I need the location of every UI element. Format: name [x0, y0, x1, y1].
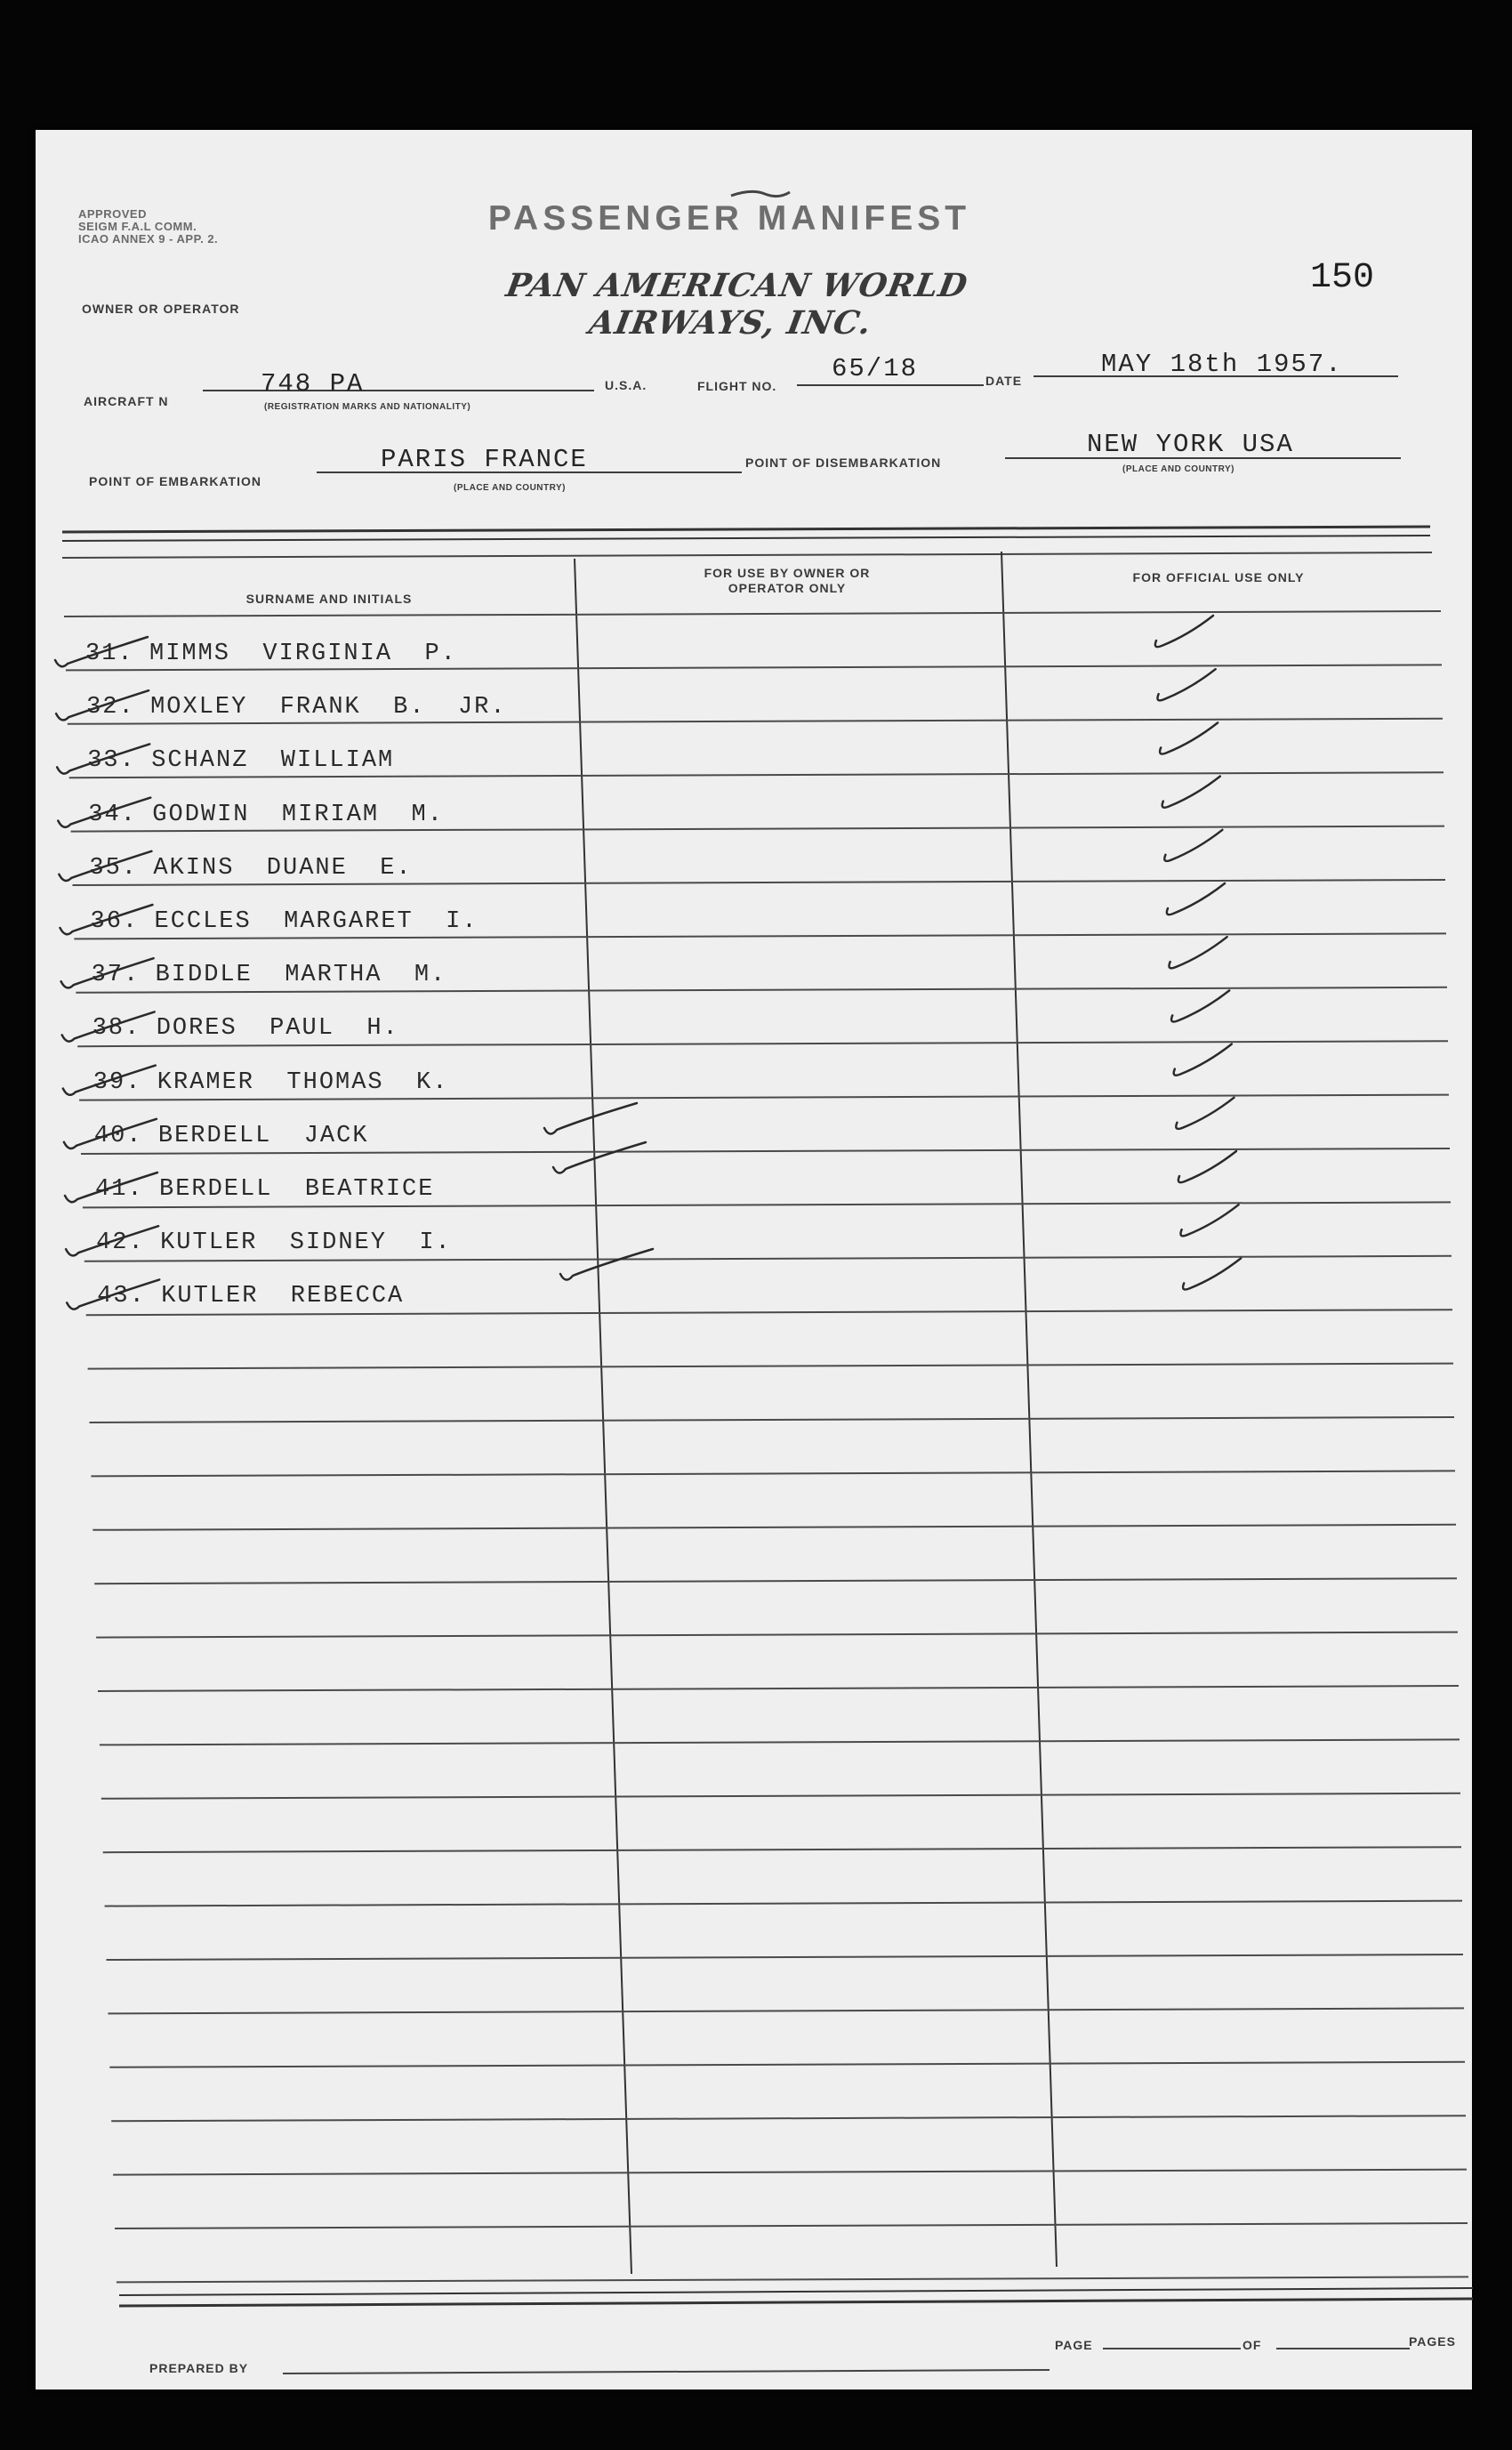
- page-label: PAGE: [1055, 2338, 1093, 2352]
- passenger-name: MIMMS VIRGINIA P.: [149, 641, 457, 667]
- passenger-number: 40.: [93, 1122, 143, 1149]
- usa-label: U.S.A.: [605, 378, 647, 392]
- check-mark-icon: [66, 1226, 158, 1255]
- aircraft-value: 748 PA: [261, 369, 365, 399]
- passenger-number: 41.: [95, 1176, 144, 1203]
- check-mark-icon: [64, 1119, 157, 1148]
- operator-name: PAN AMERICAN WORLD AIRWAYS, INC.: [503, 267, 971, 342]
- disembarkation-sublabel: (PLACE AND COUNTRY): [1122, 464, 1235, 474]
- passenger-number: 36.: [90, 908, 140, 935]
- passenger-name: AKINS DUANE E.: [153, 854, 413, 882]
- date-value: MAY 18th 1957.: [1101, 350, 1343, 379]
- prepared-by-label: PREPARED BY: [149, 2361, 249, 2375]
- official-check-icon: [1164, 830, 1222, 861]
- aircraft-label: AIRCRAFT N: [84, 394, 169, 408]
- official-check-icon: [1183, 1258, 1241, 1289]
- passenger-name: SCHANZ WILLIAM: [151, 747, 395, 775]
- passenger-name: KUTLER SIDNEY I.: [160, 1229, 452, 1257]
- check-mark-icon: [58, 798, 150, 827]
- approval-line: APPROVED: [78, 207, 147, 221]
- disembarkation-label: POINT OF DISEMBARKATION: [745, 455, 942, 470]
- official-check-icon: [1162, 777, 1220, 808]
- official-check-icon: [1169, 937, 1226, 968]
- approval-line: SEIGM F.A.L COMM.: [78, 220, 197, 233]
- official-check-icon: [1180, 1205, 1238, 1236]
- pages-label: PAGES: [1409, 2334, 1456, 2349]
- official-check-icon: [1155, 616, 1213, 647]
- official-check-icon: [1178, 1151, 1236, 1182]
- header-owner-use: FOR USE BY OWNER OR OPERATOR ONLY: [704, 566, 871, 595]
- passenger-number: 38.: [92, 1015, 141, 1043]
- passenger-name: BIDDLE MARTHA M.: [155, 962, 447, 989]
- passenger-number: 31.: [85, 641, 134, 667]
- check-mark-icon: [60, 905, 153, 934]
- check-mark-icon: [55, 637, 148, 666]
- aircraft-sublabel: (REGISTRATION MARKS AND NATIONALITY): [264, 402, 471, 412]
- disembarkation-value: NEW YORK USA: [1087, 430, 1294, 459]
- flight-value: 65/18: [832, 354, 919, 383]
- passenger-name: GODWIN MIRIAM M.: [152, 801, 444, 828]
- passenger-number: 37.: [91, 962, 141, 989]
- embarkation-sublabel: (PLACE AND COUNTRY): [454, 483, 566, 493]
- check-mark-icon: [67, 1279, 159, 1309]
- embarkation-label: POINT OF EMBARKATION: [89, 474, 261, 488]
- owner-label: OWNER OR OPERATOR: [82, 302, 240, 316]
- check-mark-icon: [63, 1066, 156, 1095]
- passenger-name: DORES PAUL H.: [156, 1015, 399, 1043]
- check-mark-icon: [61, 958, 154, 987]
- passenger-name: KRAMER THOMAS K.: [157, 1068, 449, 1096]
- page-title: PASSENGER MANIFEST: [487, 199, 971, 238]
- passenger-number: 43.: [97, 1283, 146, 1310]
- check-mark-icon: [56, 690, 149, 720]
- check-mark-icon: [62, 1011, 155, 1041]
- passenger-number: 32.: [86, 694, 135, 721]
- passenger-number: 34.: [88, 801, 137, 828]
- of-label: OF: [1243, 2338, 1262, 2352]
- owner-check-icon: [553, 1142, 646, 1173]
- official-check-icon: [1171, 990, 1229, 1021]
- header-surname: SURNAME AND INITIALS: [245, 592, 413, 606]
- official-check-icon: [1167, 883, 1225, 915]
- official-check-icon: [1174, 1044, 1232, 1076]
- passenger-name: ECCLES MARGARET I.: [154, 908, 479, 935]
- header-official-use: FOR OFFICIAL USE ONLY: [1132, 570, 1305, 584]
- passenger-name: MOXLEY FRANK B. JR.: [150, 694, 507, 721]
- official-check-icon: [1157, 669, 1215, 700]
- sheet-number: 150: [1310, 258, 1375, 298]
- official-check-icon: [1160, 722, 1218, 754]
- flight-label: FLIGHT NO.: [697, 379, 777, 393]
- passenger-name: BERDELL JACK: [157, 1122, 369, 1149]
- passenger-number: 35.: [89, 854, 138, 882]
- date-label: DATE: [985, 374, 1023, 388]
- owner-check-icon: [544, 1103, 637, 1134]
- passenger-name: BERDELL BEATRICE: [159, 1176, 435, 1203]
- official-check-icon: [1176, 1098, 1234, 1129]
- embarkation-value: PARIS FRANCE: [381, 445, 588, 474]
- owner-check-icon: [560, 1249, 653, 1280]
- check-mark-icon: [65, 1173, 157, 1202]
- passenger-number: 39.: [92, 1068, 142, 1096]
- check-mark-icon: [59, 851, 151, 881]
- approval-line: ICAO ANNEX 9 - APP. 2.: [78, 232, 219, 246]
- passenger-name: KUTLER REBECCA: [161, 1283, 405, 1310]
- check-mark-icon: [57, 744, 149, 773]
- passenger-number: 42.: [96, 1229, 145, 1257]
- passenger-number: 33.: [87, 747, 136, 775]
